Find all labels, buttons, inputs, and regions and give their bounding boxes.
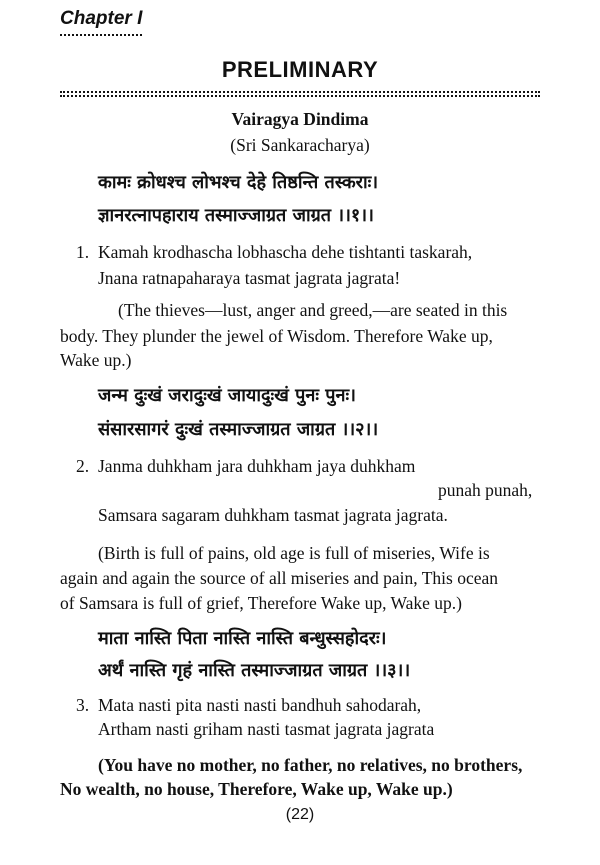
verse-2-number: 2.	[76, 456, 90, 476]
verse-3-meaning-line-2: No wealth, no house, Therefore, Wake up, Wake up.)	[60, 779, 453, 799]
section-heading: Vairagya Dindima	[231, 109, 369, 129]
title-divider	[60, 91, 540, 97]
page-title: PRELIMINARY	[221, 57, 379, 82]
verse-1-meaning-line-1: (The thieves—lust, anger and greed,—are seated in this	[118, 300, 508, 320]
verse-3-translit-line-1: Mata nasti pita nasti nasti bandhuh sahodarah,	[98, 695, 422, 715]
verse-3-translit-line-2: Artham nasti griham nasti tasmat jagrata jagrata	[98, 719, 435, 739]
page-number: (22)	[285, 806, 315, 823]
verse-1-sanskrit-line-1: कामः क्रोधश्च लोभश्च देहे तिष्ठन्ति तस्कराः।	[98, 172, 379, 193]
verse-1-meaning-line-2: body. They plunder the jewel of Wisdom. Therefore Wake up,	[60, 326, 493, 346]
verse-2-meaning-line-2: again and again the source of all miseries and pain, This ocean	[60, 568, 498, 588]
verse-1-number: 1.	[76, 242, 90, 262]
verse-3-meaning-line-1: (You have no mother, no father, no relatives, no brothers,	[98, 755, 523, 775]
verse-3-number: 3.	[76, 695, 90, 715]
verse-1-translit-line-2: Jnana ratnapaharaya tasmat jagrata jagrata!	[98, 268, 401, 288]
chapter-underline	[60, 34, 142, 36]
verse-2-translit-line-1: Janma duhkham jara duhkham jaya duhkham	[98, 456, 416, 476]
chapter-label: Chapter I	[60, 8, 143, 29]
section-author: (Sri Sankaracharya)	[230, 135, 370, 155]
verse-3-sanskrit-line-1: माता नास्ति पिता नास्ति नास्ति बन्धुस्सहोदरः।	[98, 628, 387, 649]
verse-2-meaning-line-3: of Samsara is full of grief, Therefore Wake up, Wake up.)	[60, 593, 462, 613]
verse-2-meaning-line-1: (Birth is full of pains, old age is full of miseries, Wife is	[98, 543, 490, 563]
verse-3-sanskrit-line-2: अर्थं नास्ति गृहं नास्ति तस्माज्जाग्रत जाग्रत ।।३।।	[98, 660, 411, 681]
verse-1-sanskrit-line-2: ज्ञानरत्नापहाराय तस्माज्जाग्रत जाग्रत ।।१।।	[98, 205, 374, 226]
verse-2-translit-line-2: Samsara sagaram duhkham tasmat jagrata jagrata.	[98, 505, 448, 525]
verse-2-translit-line-1b: punah punah,	[438, 480, 533, 500]
verse-2-sanskrit-line-2: संसारसागरं दुःखं तस्माज्जाग्रत जाग्रत ।।२।।	[98, 419, 379, 440]
verse-1-translit-line-1: Kamah krodhascha lobhascha dehe tishtanti taskarah,	[98, 242, 473, 262]
verse-1-meaning-line-3: Wake up.)	[60, 350, 132, 370]
verse-2-sanskrit-line-1: जन्म दुःखं जरादुःखं जायादुःखं पुनः पुनः।	[98, 385, 356, 406]
